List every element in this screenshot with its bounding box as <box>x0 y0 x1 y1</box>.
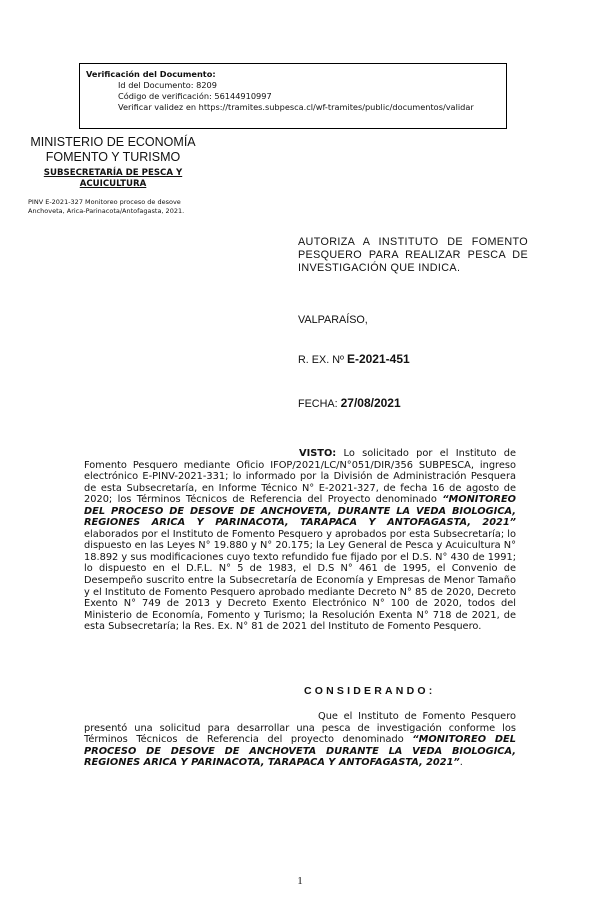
considerando-paragraph <box>84 711 516 769</box>
verification-box <box>79 63 507 129</box>
resolution-number <box>298 352 410 366</box>
considerando-text-a: Que el Instituto de Fomento Pesquero presentó una solicitud para desarrollar una pesca de investigación conforme los Términos Técnicos de Referencia del proyecto denominado <box>84 711 516 746</box>
pinv-line-1: PINV E-2021-327 Monitoreo proceso de desove <box>28 198 181 206</box>
pinv-line-2: Anchoveta, Arica-Parinacota/Antofagasta, 2021. <box>28 207 185 215</box>
subsec-line-2: ACUICULTURA <box>79 179 147 189</box>
verification-code: • Código de verificación: 56144910997 <box>118 91 500 102</box>
verification-title: Verificación del Documento: <box>86 69 216 79</box>
visto-section <box>84 448 516 633</box>
resolution-label: R. EX. Nº <box>298 354 344 366</box>
pinv-reference <box>28 198 228 216</box>
visto-text-b: elaborados por el Instituto de Fomento Pesquero y aprobados por esta Subsecretaría; lo dispuesto en las Leyes N° 19.880 y N° 20.175; la Ley General de Pesca y Acuicultura N° 18.892 y sus modificaciones cuyo texto refundido fue fijado por el D.S. N° 430 de 1991; lo dispuesto en el D.F.L. N° 5 de 1983, el D.S N° 461 de 1995, el Convenio de Desempeño suscrito entre la Subsecretaría de Economía y Empresas de Menor Tamaño y el Instituto de Fomento Pesquero aprobado mediante Decreto N° 85 de 2020, Decreto Exento N° 749 de 2013 y Decreto Exento Electrónico N° 100 de 2020, todos del Ministerio de Economía, Fomento y Turismo; la Resolución Exenta N° 718 de 2021, de esta Subsecretaría; la Res. Ex. N° 81 de 2021 del Instituto de Fomento Pesquero. <box>84 528 516 633</box>
resolution-title: AUTORIZA A INSTITUTO DE FOMENTO PESQUERO PARA REALIZAR PESCA DE INVESTIGACIÓN QUE INDICA. <box>298 236 528 274</box>
considerando-section <box>84 711 516 769</box>
verification-list <box>86 80 500 113</box>
ministry-name <box>28 135 198 164</box>
considerando-text-b: . <box>459 757 463 769</box>
considerando-heading: CONSIDERANDO: <box>304 685 436 697</box>
resolution-value: E-2021-451 <box>346 352 410 366</box>
resolution-date <box>298 396 401 410</box>
subsec-line-1: SUBSECRETARÍA DE PESCA Y <box>43 168 183 178</box>
subsecretaria-name <box>28 168 198 190</box>
visto-text-a: Lo solicitado por el Instituto de Fomento Pesquero mediante Oficio IFOP/2021/LC/N°051/DIR/356 SUBPESCA, ingreso electrónico E-PINV-2021-331; lo informado por la División de Administración Pesquera de esta Subsecretaría, en Informe Técnico N° E-2021-327, de fecha 16 de agosto de 2020; los Términos Técnicos de Referencia del Proyecto denominado <box>84 448 516 506</box>
visto-label: VISTO: <box>299 448 337 459</box>
date-label: FECHA: <box>298 398 338 410</box>
considerando-project-name: “MONITOREO DEL PROCESO DE DESOVE DE ANCHOVETA DURANTE LA VEDA BIOLOGICA, REGIONES ARICA Y PARINACOTA, TARAPACA Y ANTOFAGASTA, 2021” <box>84 734 516 769</box>
place-name: VALPARAÍSO, <box>298 314 368 326</box>
ministry-line-2: FOMENTO Y TURISMO <box>45 149 181 164</box>
ministry-line-1: MINISTERIO DE ECONOMÍA <box>30 135 196 149</box>
verification-url[interactable]: • Verificar validez en https://tramites.subpesca.cl/wf-tramites/public/documentos/validar <box>118 102 500 113</box>
visto-paragraph <box>84 448 516 633</box>
visto-project-name: “MONITOREO DEL PROCESO DE DESOVE DE ANCHOVETA, DURANTE LA VEDA BIOLOGICA, REGIONES ARICA Y PARINACOTA, TARAPACA Y ANTOFAGASTA, 2021” <box>84 494 516 529</box>
page-number: 1 <box>297 875 303 887</box>
verification-doc-id: • Id del Documento: 8209 <box>118 80 500 91</box>
date-value: 27/08/2021 <box>340 396 401 410</box>
